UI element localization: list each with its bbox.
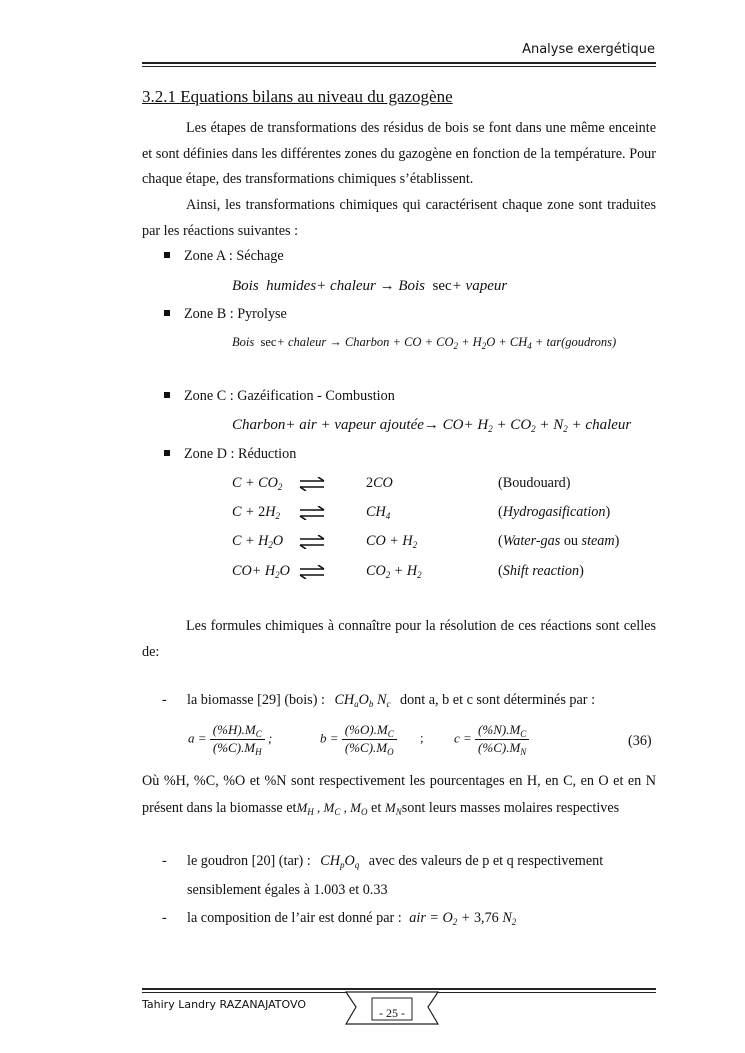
reaction-1-reactants: $C + CO_2$ [232,475,283,492]
zone-a-item: Zone A : Séchage [164,248,284,265]
tar-formula: $CH_pO_q$ [320,853,360,870]
reaction-1-products: 2CO [366,475,393,491]
reaction-2-reactants: $C + 2H_2$ [232,504,280,521]
paragraph-intro: Les étapes de transformations des résidus de bois se font dans une même enceinte et sont définies dans les différentes zones du gazogène en fonction de la température. Pour chaque étape, des transformations chimiques s’établissent. [142,120,656,188]
equation-b: b = $\frac{(\%O).M_C}{(\%C).M_O}$ ; [320,722,424,757]
bullet-square-icon [164,252,170,258]
equation-sechage: Bois humides+ chaleur → Bois sec+ vapeur [232,278,508,294]
equation-a: a = $\frac{(\%H).M_C}{(\%C).M_H}$ ; [188,722,273,757]
equation-pyrolyse: Bois sec+ chaleur → Charbon + CO + $CO_2 + H_2O + CH_4$ + tar(goudrons) [232,335,617,351]
tar-item: le goudron [20] (tar) : $CH_pO_q$ avec des valeurs de p et q respectivement [187,853,604,870]
zone-c-item: Zone C : Gazéification - Combustion [164,388,395,405]
tar-values: sensiblement égales à 1.003 et 0.33 [187,882,388,898]
header-rule [142,62,656,64]
equilibrium-arrows-icon [298,477,326,491]
page-number: - 25 - [379,1006,405,1020]
reaction-4-reactants: $CO+ H_2O$ [232,563,290,580]
biomass-item: la biomasse [29] (bois) : $CH_aO_b$ $N_c$ dont a, b et c sont déterminés par : [187,692,596,709]
equation-number: (36) [628,733,652,749]
bullet-square-icon [164,392,170,398]
paragraph-reactions-intro: Ainsi, les transformations chimiques qui caractérisent chaque zone sont traduites par les réactions suivantes : [142,197,656,239]
paragraph-formulas-intro: Les formules chimiques à connaître pour la résolution de ces réactions sont celles de: [142,618,656,660]
molar-masses-formula: $M_H$ , $M_C$ , $M_O$ [296,799,368,817]
paragraph-percentages: Où %H, %C, %O et %N sont respectivement les pourcentages en H, en C, en O et en N présent dans la biomasse etM$_H$ , $M_C$ , $M_O$ et $M_Nsont$ leurs masses molaires respectives [142,773,656,817]
equilibrium-arrows-icon [298,565,326,579]
zone-b-item: Zone B : Pyrolyse [164,306,287,323]
footer-author: Tahiry Landry RAZANAJATOVO [142,998,306,1011]
reaction-4-name: (Shift reaction) [498,563,584,579]
equation-c: c = $\frac{(\%N).M_C}{(\%C).M_N}$ [454,722,529,757]
list-dash: - [162,910,167,926]
reaction-4-products: $CO_2 + H_2$ [366,563,422,580]
equilibrium-arrows-icon [298,506,326,520]
zone-d-item: Zone D : Réduction [164,446,296,463]
running-header: Analyse exergétique [522,42,655,57]
reaction-3-products: CO + $H_2$ [366,533,418,550]
section-title: 3.2.1 Equations bilans au niveau du gazogène [142,87,453,106]
reaction-1-name: (Boudouard) [498,475,571,491]
air-item: la composition de l’air est donné par : air = $O_2 + 3,76$ $N_2$ [187,910,517,927]
reaction-3-name: (Water-gas ou steam) [498,533,620,549]
reaction-3-reactants: $C + H_2O$ [232,533,284,550]
bullet-square-icon [164,310,170,316]
header-rule-thin [142,66,656,67]
air-formula: air = $O_2 + 3,76$ $N_2$ [409,910,517,927]
bullet-square-icon [164,450,170,456]
reaction-2-name: (Hydrogasification) [498,504,611,520]
list-dash: - [162,853,167,869]
biomass-formula: $CH_aO_b$ $N_c$ [334,692,391,709]
reaction-2-products: $CH_4$ [366,504,391,521]
equation-gazeification: Charbon+ air + vapeur ajoutée→ $CO+ H_2 + CO_2 + N_2$ + chaleur [232,417,632,434]
list-dash: - [162,692,167,708]
equilibrium-arrows-icon [298,535,326,549]
